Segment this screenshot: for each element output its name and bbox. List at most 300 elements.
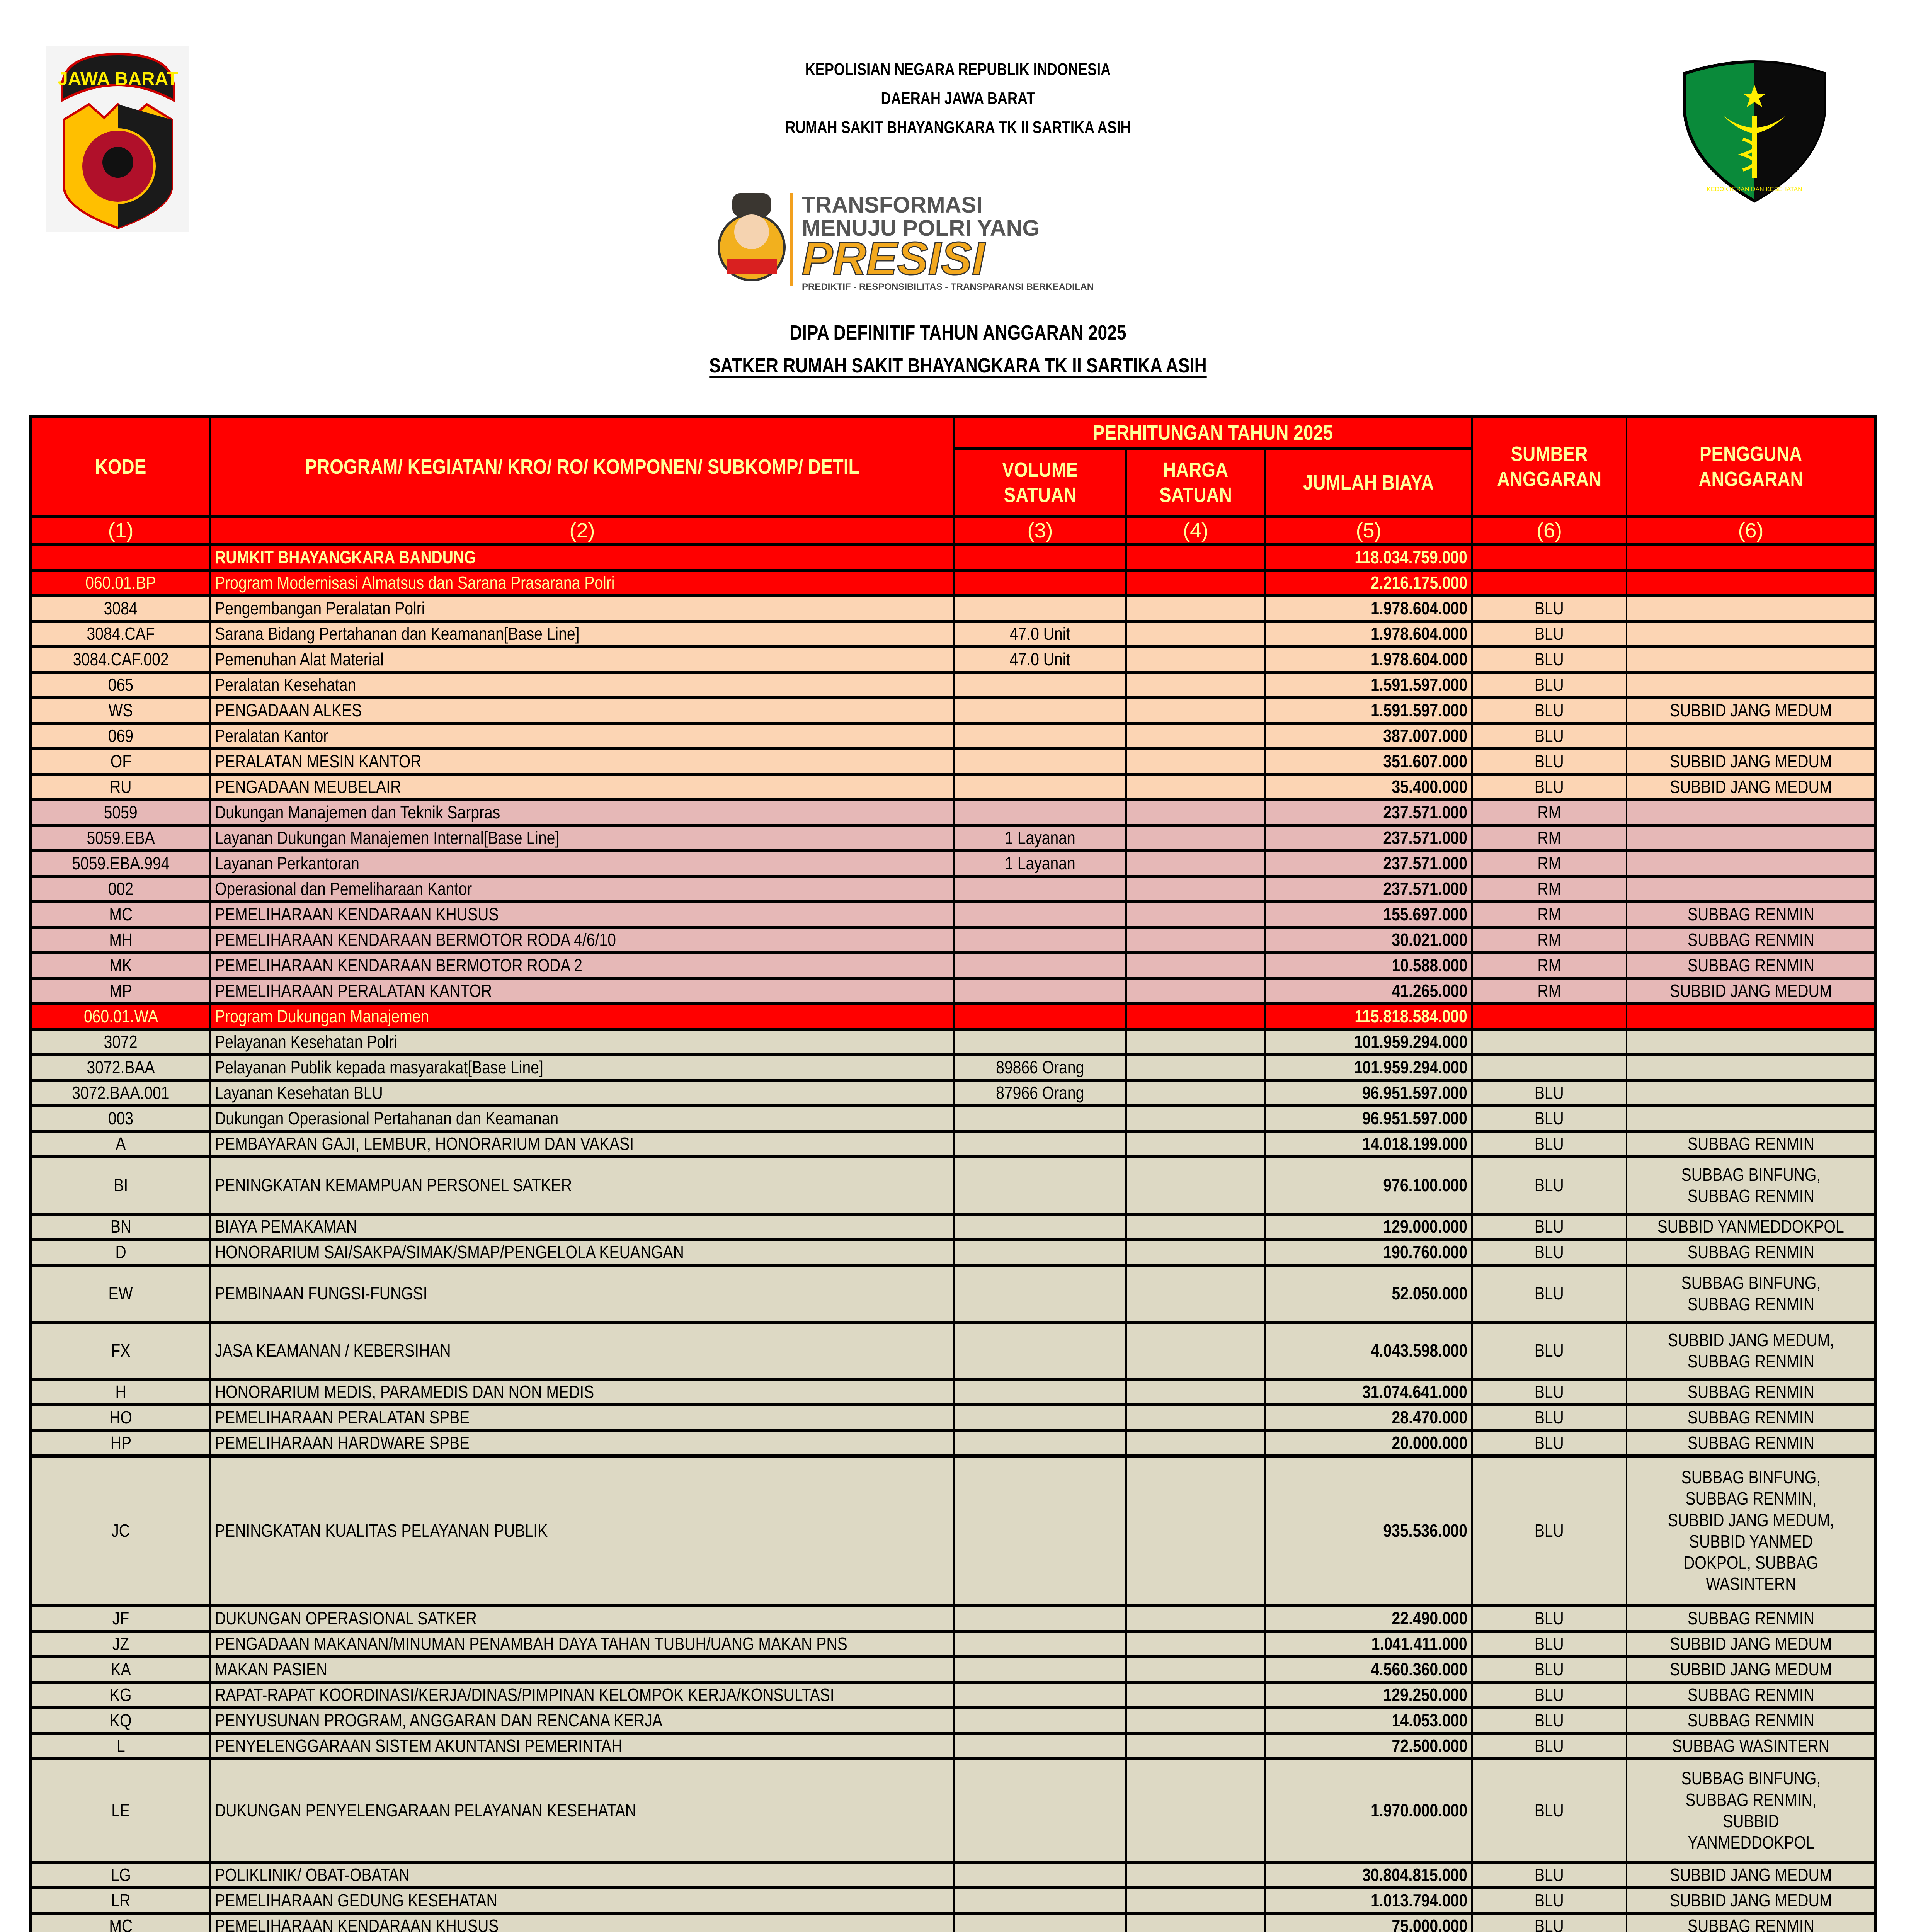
- cell-program-text: PEMELIHARAAN PERALATAN SPBE: [215, 1407, 470, 1428]
- cell-program: [210, 1759, 954, 1862]
- cell-volume: [954, 1322, 1126, 1379]
- cell-program: [210, 1631, 954, 1657]
- cell-kode-text: MH: [109, 930, 133, 950]
- col-header-perhitungan: PERHITUNGAN TAHUN 2025: [954, 417, 1472, 449]
- cell-pengguna: [1627, 545, 1876, 570]
- cell-volume: [954, 570, 1126, 596]
- cell-volume: [954, 1080, 1126, 1106]
- column-number-row: [31, 517, 1876, 545]
- cell-kode: [31, 749, 210, 774]
- cell-volume: [954, 1029, 1126, 1055]
- cell-kode-text: KG: [110, 1685, 132, 1705]
- table-row: [31, 647, 1876, 672]
- cell-program-text: BIAYA PEMAKAMAN: [215, 1216, 357, 1237]
- cell-harga: [1126, 800, 1265, 825]
- cell-pengguna: [1627, 1379, 1876, 1405]
- cell-kode-text: 069: [108, 726, 134, 746]
- cell-jumlah-text: 30.021.000: [1392, 930, 1467, 950]
- cell-jumlah: [1265, 927, 1472, 953]
- cell-jumlah: [1265, 1733, 1472, 1759]
- cell-jumlah: [1265, 1055, 1472, 1080]
- cell-kode-text: 060.01.BP: [85, 573, 156, 593]
- cell-sumber-text: BLU: [1534, 1634, 1564, 1654]
- cell-pengguna: [1627, 1106, 1876, 1131]
- cell-kode: [31, 1322, 210, 1379]
- cell-kode-text: 3084: [104, 598, 138, 619]
- cell-sumber-text: BLU: [1534, 777, 1564, 797]
- cell-pengguna-text: SUBBAG RENMIN: [1687, 1242, 1814, 1262]
- cell-pengguna-text: SUBBAG RENMIN: [1687, 930, 1814, 950]
- table-row: [31, 774, 1876, 800]
- cell-kode-text: HO: [109, 1407, 132, 1428]
- cell-pengguna: [1627, 1240, 1876, 1265]
- table-row: [31, 1080, 1876, 1106]
- cell-program-text: Peralatan Kantor: [215, 726, 328, 746]
- cell-kode: [31, 1708, 210, 1733]
- cell-harga: [1126, 1631, 1265, 1657]
- cell-volume: [954, 978, 1126, 1004]
- cell-jumlah: [1265, 902, 1472, 927]
- table-row: [31, 1430, 1876, 1456]
- cell-jumlah-text: 237.571.000: [1383, 879, 1467, 899]
- cell-jumlah: [1265, 596, 1472, 621]
- cell-pengguna: [1627, 953, 1876, 978]
- cell-kode: [31, 1131, 210, 1157]
- cell-volume: [954, 596, 1126, 621]
- cell-pengguna: [1627, 1708, 1876, 1733]
- cell-harga: [1126, 1214, 1265, 1240]
- cell-volume: [954, 1733, 1126, 1759]
- cell-sumber: [1472, 1913, 1627, 1932]
- cell-kode: [31, 1606, 210, 1631]
- table-row: [31, 953, 1876, 978]
- header-line-2: DAERAH JAWA BARAT: [881, 89, 1035, 108]
- cell-pengguna-text: SUBBAG RENMIN: [1687, 955, 1814, 976]
- cell-pengguna-text: SUBBID JANG MEDUM: [1669, 777, 1832, 797]
- cell-program: [210, 1055, 954, 1080]
- cell-kode: [31, 1405, 210, 1430]
- cell-sumber: [1472, 749, 1627, 774]
- cell-volume: [954, 1157, 1126, 1214]
- table-row: [31, 1055, 1876, 1080]
- cell-volume: [954, 1265, 1126, 1322]
- cell-pengguna-text: SUBBAG BINFUNG, SUBBAG RENMIN, SUBBID YANMEDDOKPOL: [1681, 1768, 1821, 1852]
- cell-pengguna: [1627, 647, 1876, 672]
- cell-jumlah: [1265, 1004, 1472, 1029]
- table-row: [31, 1157, 1876, 1214]
- table-row: [31, 1405, 1876, 1430]
- cell-sumber-text: BLU: [1534, 1659, 1564, 1680]
- cell-jumlah-text: 1.591.597.000: [1370, 700, 1467, 721]
- cell-program-text: Pelayanan Publik kepada masyarakat[Base Line]: [215, 1057, 543, 1078]
- cell-jumlah-text: 101.959.294.000: [1354, 1032, 1467, 1052]
- cell-pengguna: [1627, 1004, 1876, 1029]
- cell-volume: [954, 1240, 1126, 1265]
- cell-kode: [31, 876, 210, 902]
- cell-jumlah: [1265, 749, 1472, 774]
- col-number-2: (2): [210, 517, 954, 545]
- cell-sumber: [1472, 1708, 1627, 1733]
- logo-left-text: JAWA BARAT: [58, 69, 178, 89]
- cell-program: [210, 1029, 954, 1055]
- cell-program-text: HONORARIUM SAI/SAKPA/SIMAK/SMAP/PENGELOLA KEUANGAN: [215, 1242, 684, 1262]
- cell-sumber: [1472, 953, 1627, 978]
- cell-jumlah: [1265, 1240, 1472, 1265]
- cell-pengguna-text: SUBBID JANG MEDUM: [1669, 700, 1832, 721]
- cell-jumlah: [1265, 1862, 1472, 1888]
- cell-kode: [31, 1862, 210, 1888]
- cell-program: [210, 876, 954, 902]
- cell-jumlah-text: 129.000.000: [1383, 1216, 1467, 1237]
- cell-sumber: [1472, 698, 1627, 723]
- cell-kode-text: WS: [108, 700, 133, 721]
- cell-kode: [31, 1759, 210, 1862]
- col-number-5: (5): [1265, 517, 1472, 545]
- cell-kode-text: JZ: [112, 1634, 129, 1654]
- cell-sumber-text: BLU: [1534, 1407, 1564, 1428]
- cell-sumber: [1472, 1157, 1627, 1214]
- cell-kode: [31, 1888, 210, 1913]
- cell-jumlah-text: 101.959.294.000: [1354, 1057, 1467, 1078]
- cell-jumlah: [1265, 1430, 1472, 1456]
- cell-program-text: PENINGKATAN KUALITAS PELAYANAN PUBLIK: [215, 1520, 548, 1541]
- cell-sumber: [1472, 1657, 1627, 1682]
- cell-pengguna: [1627, 570, 1876, 596]
- cell-kode: [31, 570, 210, 596]
- cell-program: [210, 1106, 954, 1131]
- table-row: [31, 570, 1876, 596]
- cell-sumber: [1472, 1055, 1627, 1080]
- table-row: [31, 1708, 1876, 1733]
- table-row: [31, 1888, 1876, 1913]
- cell-kode-text: 3072.BAA: [87, 1057, 155, 1078]
- cell-kode-text: LR: [111, 1890, 131, 1911]
- cell-kode: [31, 1004, 210, 1029]
- cell-pengguna-text: SUBBAG RENMIN: [1687, 1433, 1814, 1453]
- cell-sumber: [1472, 621, 1627, 647]
- cell-volume: [954, 672, 1126, 698]
- cell-jumlah-text: 1.591.597.000: [1370, 675, 1467, 695]
- cell-sumber: [1472, 1862, 1627, 1888]
- cell-harga: [1126, 774, 1265, 800]
- cell-kode-text: MP: [109, 981, 132, 1001]
- table-row: [31, 1240, 1876, 1265]
- cell-program: [210, 749, 954, 774]
- cell-jumlah-text: 237.571.000: [1383, 802, 1467, 823]
- cell-pengguna-text: SUBBID YANMEDDOKPOL: [1657, 1216, 1845, 1237]
- col-header-harga: HARGA SATUAN: [1126, 449, 1265, 517]
- cell-harga: [1126, 1004, 1265, 1029]
- cell-kode-text: 3072: [104, 1032, 138, 1052]
- cell-harga: [1126, 1322, 1265, 1379]
- cell-harga: [1126, 927, 1265, 953]
- cell-kode: [31, 1430, 210, 1456]
- cell-jumlah: [1265, 1657, 1472, 1682]
- cell-program: [210, 1157, 954, 1214]
- cell-pengguna: [1627, 1405, 1876, 1430]
- cell-kode: [31, 1214, 210, 1240]
- cell-harga: [1126, 723, 1265, 749]
- col-number-3: (3): [954, 517, 1126, 545]
- cell-volume: [954, 1055, 1126, 1080]
- cell-kode: [31, 672, 210, 698]
- cell-sumber-text: RM: [1537, 981, 1561, 1001]
- cell-volume: [954, 698, 1126, 723]
- cell-program-text: PEMELIHARAAN KENDARAAN BERMOTOR RODA 4/6/10: [215, 930, 616, 950]
- col-header-pengguna: PENGGUNA ANGGARAN: [1627, 417, 1876, 517]
- cell-kode: [31, 978, 210, 1004]
- cell-pengguna: [1627, 902, 1876, 927]
- cell-jumlah: [1265, 1759, 1472, 1862]
- cell-volume: [954, 749, 1126, 774]
- table-row: [31, 1862, 1876, 1888]
- cell-program-text: PEMBINAAN FUNGSI-FUNGSI: [215, 1283, 427, 1304]
- cell-harga: [1126, 1055, 1265, 1080]
- cell-jumlah: [1265, 825, 1472, 851]
- cell-jumlah-text: 75.000.000: [1392, 1916, 1467, 1932]
- cell-sumber: [1472, 927, 1627, 953]
- cell-program: [210, 1004, 954, 1029]
- cell-jumlah-text: 351.607.000: [1383, 751, 1467, 772]
- header-line-1: KEPOLISIAN NEGARA REPUBLIK INDONESIA: [805, 60, 1111, 79]
- cell-volume: [954, 1214, 1126, 1240]
- cell-volume: [954, 1657, 1126, 1682]
- cell-program: [210, 1080, 954, 1106]
- cell-kode: [31, 1631, 210, 1657]
- cell-pengguna: [1627, 1606, 1876, 1631]
- cell-kode-text: 5059: [104, 802, 138, 823]
- cell-volume: [954, 1708, 1126, 1733]
- cell-sumber: [1472, 1682, 1627, 1708]
- cell-pengguna: [1627, 596, 1876, 621]
- cell-sumber-text: BLU: [1534, 1108, 1564, 1129]
- cell-pengguna-text: SUBBID JANG MEDUM: [1669, 1659, 1832, 1680]
- cell-harga: [1126, 1379, 1265, 1405]
- cell-harga: [1126, 698, 1265, 723]
- cell-harga: [1126, 1657, 1265, 1682]
- cell-program-text: PEMELIHARAAN KENDARAAN KHUSUS: [215, 1916, 499, 1932]
- cell-kode-text: MC: [109, 1916, 133, 1932]
- cell-program: [210, 851, 954, 876]
- cell-program: RUMKIT BHAYANGKARA BANDUNG: [210, 545, 954, 570]
- table-row: [31, 1759, 1876, 1862]
- cell-pengguna: [1627, 1759, 1876, 1862]
- cell-sumber: [1472, 902, 1627, 927]
- cell-kode: [31, 545, 210, 570]
- cell-volume: [954, 825, 1126, 851]
- cell-program-text: RAPAT-RAPAT KOORDINASI/KERJA/DINAS/PIMPINAN KELOMPOK KERJA/KONSULTASI: [215, 1685, 834, 1705]
- cell-jumlah-text: 4.560.360.000: [1370, 1659, 1467, 1680]
- cell-jumlah: [1265, 1913, 1472, 1932]
- cell-program-text: MAKAN PASIEN: [215, 1659, 327, 1680]
- cell-program: [210, 927, 954, 953]
- col-number-4: (4): [1126, 517, 1265, 545]
- cell-program-text: PEMBAYARAN GAJI, LEMBUR, HONORARIUM DAN VAKASI: [215, 1134, 634, 1154]
- cell-pengguna-text: SUBBID JANG MEDUM: [1669, 981, 1832, 1001]
- cell-sumber: [1472, 723, 1627, 749]
- cell-kode-text: FX: [111, 1340, 131, 1361]
- table-row: [31, 1456, 1876, 1606]
- cell-kode-text: BI: [114, 1175, 128, 1196]
- cell-program: [210, 1708, 954, 1733]
- cell-sumber-text: BLU: [1534, 1710, 1564, 1731]
- polda-jabar-logo: [46, 46, 189, 232]
- cell-volume: [954, 545, 1126, 570]
- cell-sumber-text: BLU: [1534, 1865, 1564, 1885]
- cell-harga: [1126, 1913, 1265, 1932]
- cell-program: [210, 647, 954, 672]
- cell-kode-text: RU: [110, 777, 132, 797]
- cell-harga: [1126, 851, 1265, 876]
- cell-program: [210, 596, 954, 621]
- cell-volume: [954, 1131, 1126, 1157]
- cell-kode-text: LG: [111, 1865, 131, 1885]
- cell-jumlah-text: 22.490.000: [1392, 1608, 1467, 1629]
- cell-pengguna: [1627, 876, 1876, 902]
- cell-pengguna: [1627, 1080, 1876, 1106]
- cell-program: [210, 1240, 954, 1265]
- cell-sumber-text: BLU: [1534, 1134, 1564, 1154]
- cell-sumber-text: RM: [1537, 828, 1561, 848]
- cell-sumber: [1472, 1029, 1627, 1055]
- cell-kode: [31, 1240, 210, 1265]
- table-row: [31, 825, 1876, 851]
- table-row: [31, 1004, 1876, 1029]
- cell-jumlah-text: 1.970.000.000: [1370, 1800, 1467, 1821]
- cell-program-text: PENYUSUNAN PROGRAM, ANGGARAN DAN RENCANA KERJA: [215, 1710, 663, 1731]
- cell-program-text: PERALATAN MESIN KANTOR: [215, 751, 422, 772]
- cell-volume: [954, 1430, 1126, 1456]
- cell-kode: [31, 596, 210, 621]
- cell-program-text: PENYELENGGARAAN SISTEM AKUNTANSI PEMERINTAH: [215, 1736, 623, 1756]
- cell-program-text: PEMELIHARAAN KENDARAAN BERMOTOR RODA 2: [215, 955, 582, 976]
- cell-program-text: Pengembangan Peralatan Polri: [215, 598, 425, 619]
- cell-sumber: [1472, 570, 1627, 596]
- cell-kode-text: MK: [109, 955, 132, 976]
- cell-harga: [1126, 1456, 1265, 1606]
- cell-sumber-text: BLU: [1534, 1916, 1564, 1932]
- cell-pengguna: [1627, 1157, 1876, 1214]
- presisi-logo: [715, 182, 1140, 298]
- table-row: [31, 1379, 1876, 1405]
- cell-sumber-text: BLU: [1534, 1382, 1564, 1402]
- cell-sumber-text: BLU: [1534, 1340, 1564, 1361]
- cell-jumlah: [1265, 1157, 1472, 1214]
- cell-harga: [1126, 902, 1265, 927]
- cell-volume: [954, 1405, 1126, 1430]
- cell-jumlah-text: 96.951.597.000: [1362, 1083, 1467, 1103]
- cell-harga: [1126, 825, 1265, 851]
- cell-program: [210, 1913, 954, 1932]
- cell-sumber-text: BLU: [1534, 751, 1564, 772]
- cell-pengguna: [1627, 1131, 1876, 1157]
- cell-jumlah-text: 976.100.000: [1383, 1175, 1467, 1196]
- cell-jumlah: [1265, 1106, 1472, 1131]
- cell-pengguna: [1627, 698, 1876, 723]
- cell-kode: [31, 800, 210, 825]
- cell-harga: [1126, 978, 1265, 1004]
- cell-program-text: Operasional dan Pemeliharaan Kantor: [215, 879, 472, 899]
- cell-kode-text: EW: [108, 1283, 133, 1304]
- table-row: [31, 698, 1876, 723]
- cell-sumber: [1472, 876, 1627, 902]
- cell-pengguna-text: SUBBAG RENMIN: [1687, 1608, 1814, 1629]
- table-row: [31, 978, 1876, 1004]
- cell-jumlah: [1265, 1708, 1472, 1733]
- cell-jumlah: [1265, 1682, 1472, 1708]
- cell-harga: [1126, 672, 1265, 698]
- table-row: [31, 621, 1876, 647]
- col-header-program: PROGRAM/ KEGIATAN/ KRO/ RO/ KOMPONEN/ SUBKOMP/ DETIL: [210, 417, 954, 517]
- cell-pengguna: [1627, 1029, 1876, 1055]
- cell-jumlah-text: 14.018.199.000: [1362, 1134, 1467, 1154]
- cell-program-text: Layanan Kesehatan BLU: [215, 1083, 383, 1103]
- cell-program-text: Sarana Bidang Pertahanan dan Keamanan[Base Line]: [215, 624, 580, 644]
- cell-kode-text: 065: [108, 675, 134, 695]
- cell-sumber: [1472, 1004, 1627, 1029]
- cell-harga: [1126, 1131, 1265, 1157]
- cell-sumber-text: BLU: [1534, 1242, 1564, 1262]
- cell-program: [210, 1379, 954, 1405]
- cell-sumber: [1472, 1214, 1627, 1240]
- cell-jumlah: [1265, 1631, 1472, 1657]
- cell-sumber: [1472, 1888, 1627, 1913]
- cell-jumlah-text: 41.265.000: [1392, 981, 1467, 1001]
- cell-sumber-text: BLU: [1534, 1520, 1564, 1541]
- cell-pengguna: [1627, 774, 1876, 800]
- cell-pengguna-text: SUBBAG RENMIN: [1687, 1710, 1814, 1731]
- cell-harga: [1126, 545, 1265, 570]
- cell-jumlah-text: 935.536.000: [1383, 1520, 1467, 1541]
- cell-program: [210, 953, 954, 978]
- cell-volume: [954, 953, 1126, 978]
- cell-pengguna: [1627, 851, 1876, 876]
- cell-kode: [31, 647, 210, 672]
- table-row: [31, 1214, 1876, 1240]
- cell-sumber: [1472, 774, 1627, 800]
- cell-program-text: DUKUNGAN PENYELENGARAAN PELAYANAN KESEHATAN: [215, 1800, 636, 1821]
- cell-volume-text: 1 Layanan: [1005, 853, 1075, 874]
- cell-jumlah-text: 52.050.000: [1392, 1283, 1467, 1304]
- cell-program-text: PENGADAAN MEUBELAIR: [215, 777, 402, 797]
- cell-jumlah-text: 35.400.000: [1392, 777, 1467, 797]
- cell-sumber-text: RM: [1537, 955, 1561, 976]
- cell-harga: [1126, 596, 1265, 621]
- table-row: [31, 672, 1876, 698]
- cell-program: [210, 1214, 954, 1240]
- cell-program: [210, 825, 954, 851]
- cell-volume: [954, 647, 1126, 672]
- cell-harga: [1126, 570, 1265, 596]
- cell-program-text: PEMELIHARAAN GEDUNG KESEHATAN: [215, 1890, 497, 1911]
- cell-pengguna-text: SUBBID JANG MEDUM: [1669, 1890, 1832, 1911]
- cell-jumlah: [1265, 570, 1472, 596]
- cell-program: [210, 1682, 954, 1708]
- cell-volume: [954, 1004, 1126, 1029]
- cell-kode: [31, 825, 210, 851]
- cell-kode: [31, 1379, 210, 1405]
- table-row: [31, 1606, 1876, 1631]
- cell-volume: [954, 1456, 1126, 1606]
- cell-kode: [31, 1157, 210, 1214]
- cell-program: [210, 1606, 954, 1631]
- cell-volume: [954, 927, 1126, 953]
- cell-sumber-text: BLU: [1534, 1800, 1564, 1821]
- cell-program-text: PEMELIHARAAN KENDARAAN KHUSUS: [215, 904, 499, 925]
- cell-jumlah: [1265, 978, 1472, 1004]
- cell-pengguna: [1627, 1733, 1876, 1759]
- cell-sumber: [1472, 1430, 1627, 1456]
